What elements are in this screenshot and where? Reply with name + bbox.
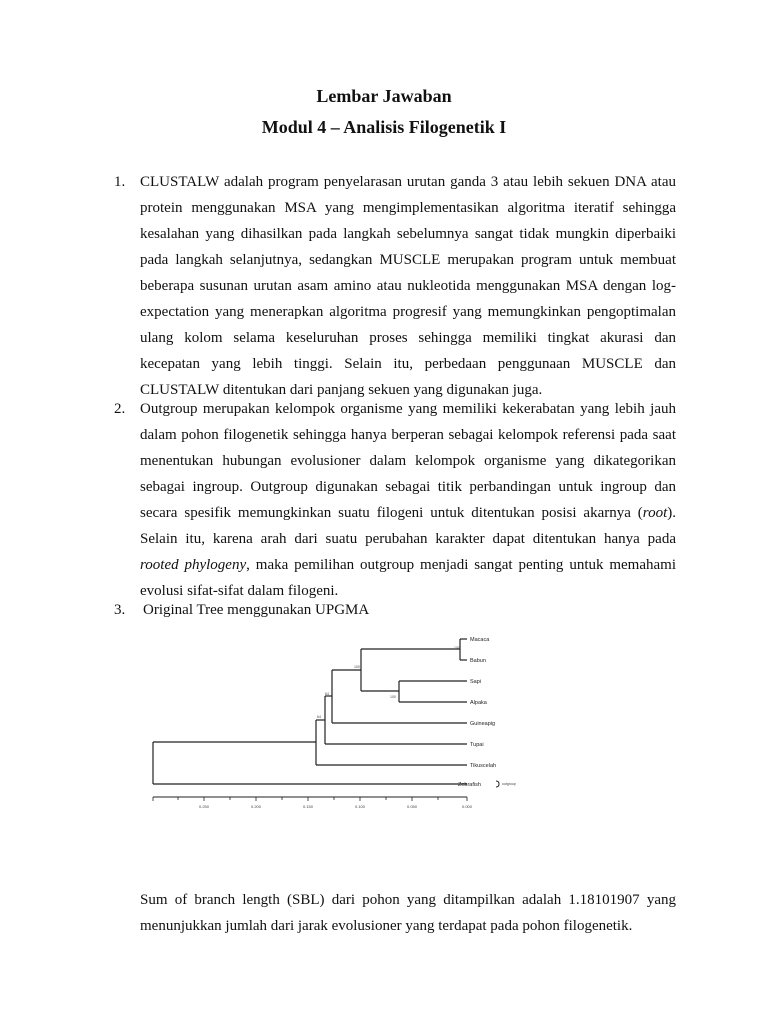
text-line: pada langkah selanjutnya, sedangkan MUSCLE merupakan program untuk membuat — [140, 252, 676, 268]
page-title: Lembar Jawaban — [316, 86, 452, 106]
outgroup-bracket — [496, 781, 516, 787]
text-line: secara spesifik memungkinkan suatu filogeni untuk ditentukan posisi akarnya (root). — [140, 505, 676, 521]
axis-tick-label: 0.100 — [354, 804, 366, 809]
axis-tick-label: 0.050 — [406, 804, 418, 809]
node-support-labels — [317, 646, 460, 719]
node-label: 100 — [454, 646, 460, 650]
axis-tick-label: 0.000 — [461, 804, 473, 809]
taxon-label: Sapi — [470, 679, 482, 685]
text-line: Original Tree menggunakan UPGMA — [143, 602, 370, 618]
text-line: ulang kolom selama keseluruhan proses sehingga memiliki tingkat akurasi dan — [140, 330, 676, 346]
page-subtitle: Modul 4 – Analisis Filogenetik I — [261, 117, 507, 137]
phylogenetic-tree — [140, 628, 540, 818]
text-line: CLUSTALW adalah program penyelarasan urutan ganda 3 atau lebih sekuen DNA atau — [140, 174, 676, 190]
text-line: kesalahan yang dihasilkan pada langkah sebelumnya sangat tidak mungkin diperbaiki — [140, 226, 676, 242]
taxon-label: Macaca — [470, 637, 490, 643]
tree-branches — [153, 639, 467, 784]
answer-number: 1. — [114, 174, 126, 190]
text-line: CLUSTALW ditentukan dari panjang sekuen yang digunakan juga. — [140, 382, 543, 398]
bracket-icon — [496, 781, 499, 787]
text-line: beberapa susunan urutan asam amino atau nukleotida menggunakan MSA dengan log- — [140, 278, 676, 294]
taxon-label: Zebrafish — [458, 782, 481, 788]
text-line: menentukan hubungan evolusioner dalam kelompok organisme yang dikategorikan — [140, 453, 676, 469]
taxon-label: Babun — [470, 658, 486, 664]
axis-tick-label: 0.200 — [250, 804, 262, 809]
text-line: Sum of branch length (SBL) dari pohon yang ditampilkan adalah 1.18101907 yang — [140, 892, 676, 908]
taxon-label: Tikuscelah — [470, 763, 497, 769]
text-line: expectation yang menerapkan algoritma progresif yang memungkinkan pengoptimalan — [140, 304, 676, 320]
axis-tick-label: 0.250 — [198, 804, 210, 809]
node-label: 64 — [317, 715, 321, 719]
outgroup-label: outgroup — [502, 782, 516, 786]
answer-number: 2. — [114, 401, 126, 417]
text-line: menunjukkan jumlah dari jarak evolusioner yang terdapat pada pohon filogenetik. — [140, 918, 633, 934]
answer-text — [140, 396, 676, 604]
text-line: Outgroup merupakan kelompok organisme yang memiliki kekerabatan yang lebih jauh — [140, 401, 676, 417]
node-label: 100 — [390, 695, 396, 699]
text-line: kecepatan yang lebih tinggi. Selain itu, perbedaan penggunaan MUSCLE dan — [140, 356, 676, 372]
taxon-label: Guineapig — [470, 721, 496, 727]
sbl-paragraph — [140, 887, 676, 939]
text-line: rooted phylogeny, maka pemilihan outgroup menjadi sangat penting untuk memahami — [140, 557, 676, 573]
answer-text — [140, 597, 676, 623]
text-line: sebagai ingroup. Outgroup digunakan sebagai titik perbandingan untuk ingroup dan — [140, 479, 676, 495]
text-line: protein menggunakan MSA yang mengimplementasikan algoritma iteratif sehingga — [140, 200, 676, 216]
text-line: Selain itu, karena arah dari suatu perubahan karakter dapat ditentukan hanya pada — [140, 531, 676, 547]
node-label: 64 — [325, 692, 329, 696]
distance-axis — [153, 797, 473, 809]
answer-text — [140, 169, 676, 403]
taxon-label: Tupai — [470, 742, 484, 748]
node-label: 100 — [354, 665, 360, 669]
text-line: evolusi sifat-sifat dalam filogeni. — [140, 583, 339, 599]
answer-number: 3. — [114, 602, 126, 618]
taxon-label: Alpaka — [470, 700, 487, 706]
text-line: dalam pohon filogenetik sehingga hanya berperan sebagai kelompok referensi pada saat — [140, 427, 676, 443]
axis-tick-label: 0.150 — [302, 804, 314, 809]
